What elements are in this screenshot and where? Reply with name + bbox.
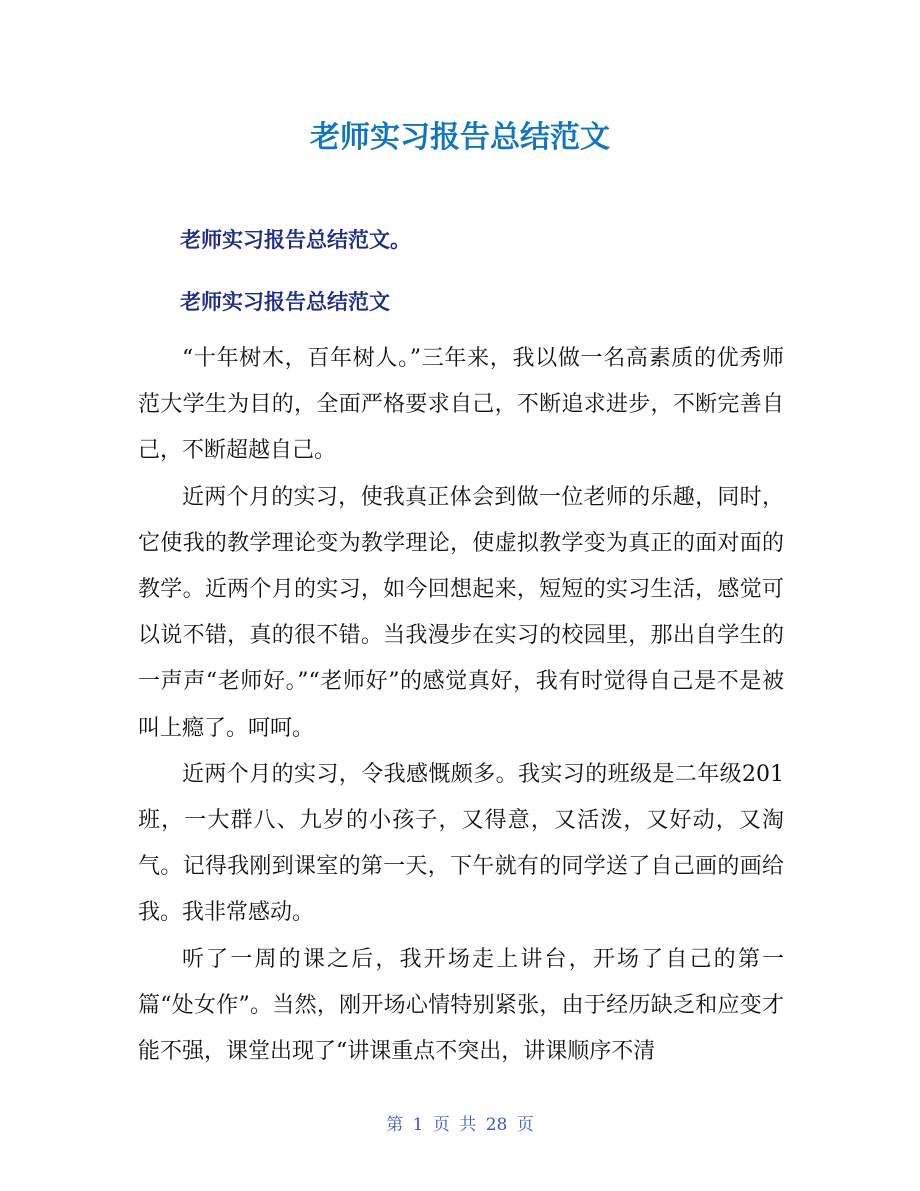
section-heading-2: 老师实习报告总结范文 xyxy=(180,290,390,314)
page-footer: 第 1 页 共 28 页 xyxy=(386,1115,534,1135)
document-title: 老师实习报告总结范文 xyxy=(310,120,610,155)
paragraph-4: 听了一周的课之后，我开场走上讲台，开场了自己的第一篇“处女作”。当然，刚开场心情特别紧张，由于经历缺乏和应变才能不强，课堂出现了“讲课重点不突出，讲课顺序不清 xyxy=(138,946,784,1065)
paragraph-3: 近两个月的实习，令我感慨颇多。我实习的班级是二年级201班，一大群八、九岁的小孩子，又得意，又活泼，又好动，又淘气。记得我刚到课室的第一天，下午就有的同学送了自己画的画给我。我非常感动。 xyxy=(138,761,784,926)
section-heading-1: 老师实习报告总结范文。 xyxy=(180,228,411,252)
paragraph-1: “十年树木，百年树人。”三年来，我以做一名高素质的优秀师范大学生为目的，全面严格要求自己，不断追求进步，不断完善自己，不断超越自己。 xyxy=(138,346,784,464)
document-body xyxy=(138,336,784,1075)
paragraph-2: 近两个月的实习，使我真正体会到做一位老师的乐趣，同时，它使我的教学理论变为教学理论，使虚拟教学变为真正的面对面的教学。近两个月的实习，如今回想起来，短短的实习生活，感觉可以说不错，真的很不错。当我漫步在实习的校园里，那出自学生的一声声“老师好。”“老师好”的感觉真好，我有时觉得自己是不是被叫上瘾了。呵呵。 xyxy=(138,484,784,741)
